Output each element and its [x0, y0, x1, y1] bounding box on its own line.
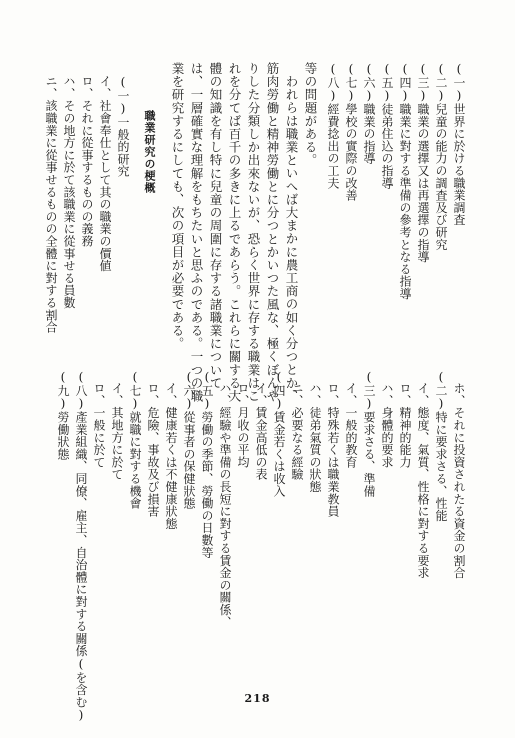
text-line: (五)勞働の季節、勞働の日數等: [200, 370, 214, 559]
text-line: ニ、必要なる經驗: [290, 382, 304, 481]
text-line: ハ、その地方に於て該職業に從事せる員數: [62, 75, 76, 309]
text-line: イ、社會奉仕として其の職業の價値: [98, 75, 112, 272]
text-line: ロ、特殊若くは職業教員: [326, 382, 340, 518]
text-line: ロ、精神的能力: [398, 382, 412, 469]
text-line: 等の問題がある。: [303, 62, 318, 167]
text-line: (五)徒弟住込の指導: [380, 62, 394, 189]
text-line: ロ、一般に於て: [92, 382, 106, 469]
section-heading: 職業研究の梗概: [143, 110, 156, 194]
text-line: ホ、それに投資されたる資金の割合: [452, 382, 466, 579]
text-line: ロ、それに從事するものの義務: [80, 75, 94, 248]
text-line: イ、一般的教育: [344, 382, 358, 469]
text-line: ニ、該職業に從事せるものの全體に對する割合: [44, 75, 58, 334]
text-line: (一)一般的研究: [116, 75, 130, 178]
text-line: (四)賃金若くは收入: [272, 370, 286, 497]
text-line: ロ、危險、事故及び損害: [146, 382, 160, 518]
text-line: イ、態度、氣質、性格に對する要求: [416, 382, 430, 579]
text-line: イ、賃金高低の表: [254, 382, 268, 481]
text-line: (七)就職に對する機會: [128, 370, 142, 510]
text-line: (八)產業組織、同僚、雇主、自治體に對する關係(を含む): [74, 370, 88, 723]
text-line: (九)勞働狀態: [56, 370, 70, 461]
text-line: 業を研究するにしても、次の項目が必要である。: [170, 62, 185, 351]
text-line: (八)經費捻出の工夫: [326, 62, 340, 189]
text-line: (六)從事者の保健狀態: [182, 370, 196, 510]
text-line: 筋肉勞働と精神勞働とに分つとかいつた風な、極くぼんや: [265, 62, 280, 403]
text-line: (一)世界に於ける職業調査: [452, 62, 466, 226]
text-line: (六)職業の指導: [362, 62, 376, 165]
text-line: は、一層確實な理解をもちたいと思ふのである。一つの職: [189, 62, 204, 403]
text-line: 體の知識を有し特に兒童の周圍に存する諸職業について: [208, 62, 223, 390]
text-line: ハ、徒弟氣質の狀態: [308, 382, 322, 493]
page-number: 218: [244, 692, 271, 705]
text-line: ハ、身體的要求: [380, 382, 394, 469]
text-line: (三)職業の選擇又は再選擇の指導: [416, 62, 430, 263]
text-line: ハ、經驗や準備の長短に對する賃金の關係、: [218, 382, 232, 628]
text-line: れを分てば百千の多きに上るであらう。これらに關する大: [227, 62, 242, 403]
text-line: ロ、月收の平均: [236, 382, 250, 469]
text-line: (三)要求さる、準備: [362, 370, 376, 497]
text-line: (二)兒童の能力の調査及び研究: [434, 62, 448, 251]
text-line: われらは職業といへば大まかに農工商の如く分つとか、: [284, 75, 299, 403]
text-line: (二)特に要求さる、性能: [434, 370, 448, 522]
text-line: (七)學校の實際の改善: [344, 62, 358, 202]
text-line: りした分類しか出來ないが、恐らく世界に存する職業はこ: [246, 62, 261, 403]
text-line: イ、其地方に於て: [110, 382, 124, 481]
text-line: (四)職業に對する準備の參考となる指導: [398, 62, 412, 300]
text-line: イ、健康若くは不健康狀態: [164, 382, 178, 530]
